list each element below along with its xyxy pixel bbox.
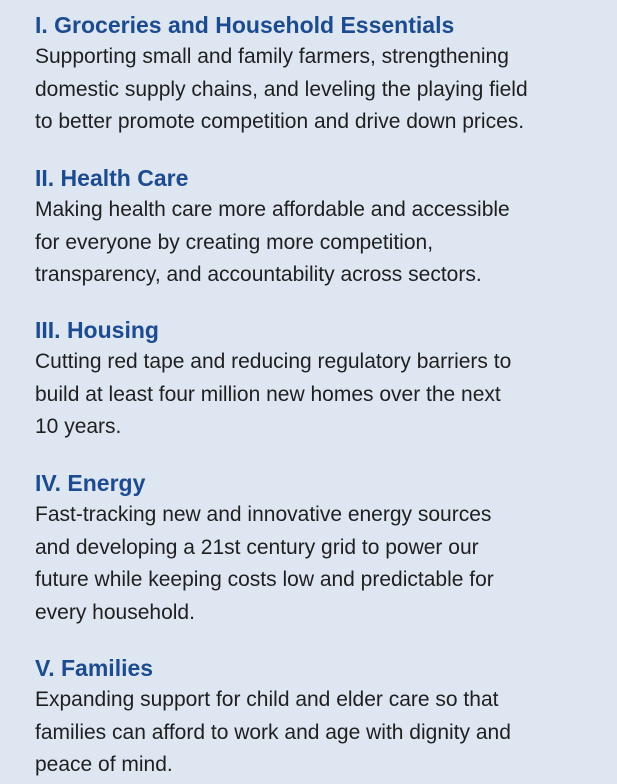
description-line: peace of mind. bbox=[35, 753, 173, 776]
description-line: domestic supply chains, and leveling the playing field bbox=[35, 77, 528, 101]
description-line: for everyone by creating more competition, bbox=[35, 230, 434, 254]
description-line: transparency, and accountability across sectors. bbox=[35, 263, 482, 286]
description-line: 10 years. bbox=[35, 415, 122, 438]
section-description bbox=[35, 684, 610, 782]
description-line: Supporting small and family farmers, strengthening bbox=[35, 45, 509, 68]
section-title: IV. Energy bbox=[35, 470, 146, 496]
description-line: families can afford to work and age with dignity and bbox=[35, 720, 511, 744]
section-energy bbox=[35, 467, 610, 629]
description-line: Expanding support for child and elder care so that bbox=[35, 688, 499, 711]
description-line: build at least four million new homes over the next bbox=[35, 382, 501, 406]
description-line: Fast-tracking new and innovative energy sources bbox=[35, 503, 492, 526]
description-line: Cutting red tape and reducing regulatory barriers to bbox=[35, 350, 512, 373]
description-line: future while keeping costs low and predictable for bbox=[35, 568, 494, 591]
section-groceries bbox=[35, 9, 610, 139]
section-description bbox=[35, 346, 610, 444]
section-families bbox=[35, 652, 610, 782]
section-title: III. Housing bbox=[35, 317, 159, 343]
description-line: every household. bbox=[35, 600, 195, 624]
section-title: V. Families bbox=[35, 655, 154, 681]
section-health-care bbox=[35, 162, 610, 292]
section-description bbox=[35, 499, 610, 629]
section-description bbox=[35, 194, 610, 292]
description-line: and developing a 21st century grid to power our bbox=[35, 535, 479, 559]
section-title: I. Groceries and Household Essentials bbox=[35, 12, 455, 38]
section-housing bbox=[35, 314, 610, 444]
section-title: II. Health Care bbox=[35, 165, 189, 191]
section-description bbox=[35, 41, 610, 139]
description-line: to better promote competition and drive down prices. bbox=[35, 110, 525, 133]
description-line: Making health care more affordable and accessible bbox=[35, 198, 510, 221]
